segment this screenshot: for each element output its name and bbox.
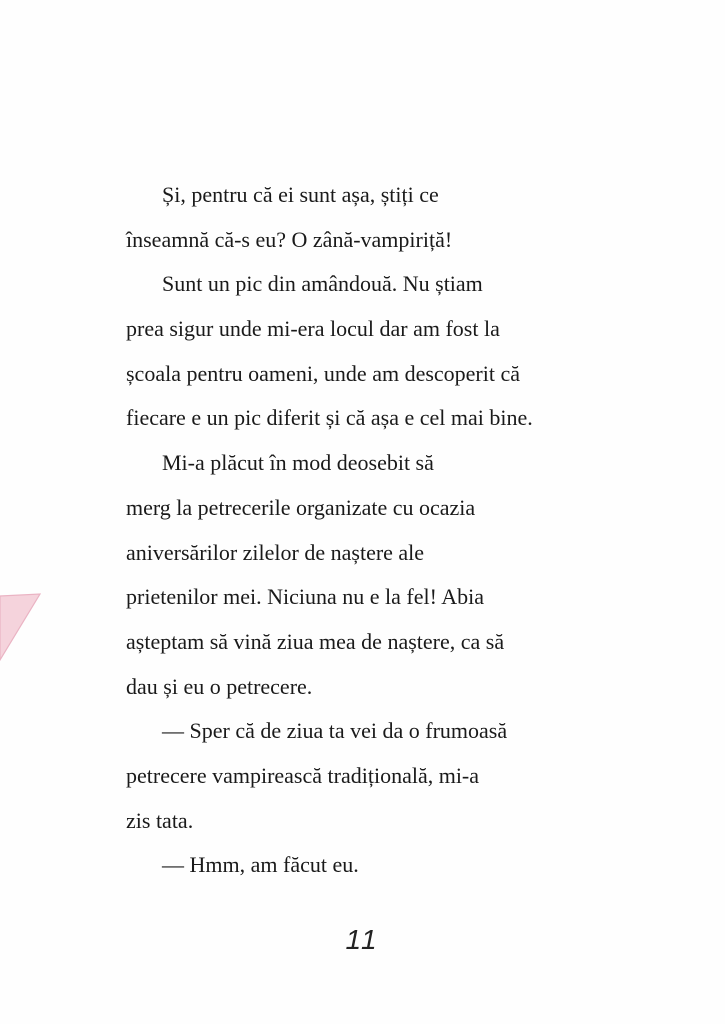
text-line: dau și eu o petrecere. (126, 673, 313, 699)
text-line: fiecare e un pic diferit și că așa e cel mai bine. (126, 405, 533, 431)
pink-triangle-decoration (0, 588, 42, 664)
text-line: aniversărilor zilelor de naștere ale (126, 539, 425, 565)
text-line: petrecere vampirească tradițională, mi-a (126, 762, 480, 788)
text-line: merg la petrecerile organizate cu ocazia (126, 494, 476, 520)
text-line: zis tata. (126, 807, 194, 833)
body-text (126, 173, 606, 888)
text-line: prietenilor mei. Niciuna nu e la fel! Abia (126, 584, 484, 610)
text-line: Mi-a plăcut în mod deosebit să (162, 450, 434, 476)
text-line: — Hmm, am făcut eu. (162, 852, 359, 878)
text-line: așteptam să vină ziua mea de naștere, ca să (126, 628, 505, 654)
text-line: Și, pentru că ei sunt așa, știți ce (162, 182, 439, 207)
text-line: — Sper că de ziua ta vei da o frumoasă (162, 718, 508, 744)
text-line: Sunt un pic din amândouă. Nu știam (162, 271, 483, 297)
text-line: înseamnă că-s eu? O zână-vampiriță! (126, 226, 453, 252)
text-line: prea sigur unde mi-era locul dar am fost la (126, 316, 500, 342)
page-number: 11 (345, 924, 379, 955)
text-line: școala pentru oameni, unde am descoperit că (126, 360, 521, 386)
